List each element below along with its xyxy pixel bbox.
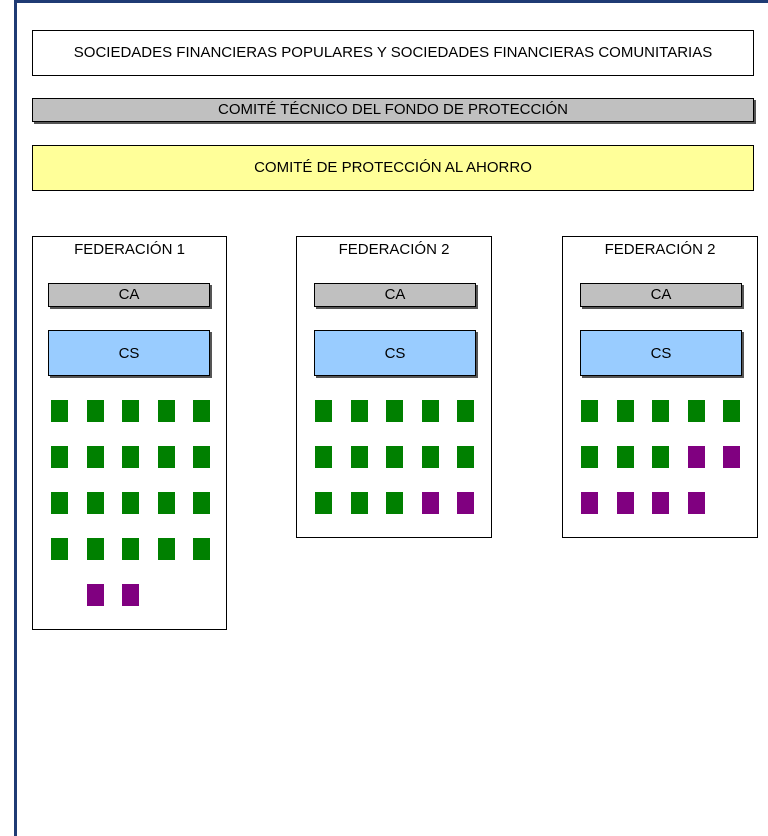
cs-label: CS	[118, 344, 140, 362]
protection-committee-box	[32, 145, 754, 191]
green-member-square	[193, 492, 210, 514]
green-member-square	[315, 446, 332, 468]
green-member-square	[652, 400, 669, 422]
green-member-square	[688, 400, 705, 422]
cs-box	[48, 330, 210, 376]
cs-label: CS	[650, 344, 672, 362]
main-title-box	[32, 30, 754, 76]
green-member-square	[193, 400, 210, 422]
green-member-square	[422, 446, 439, 468]
green-member-square	[122, 538, 139, 560]
federation-title: FEDERACIÓN 2	[604, 241, 716, 258]
cs-label: CS	[384, 344, 406, 362]
main-title: SOCIEDADES FINANCIERAS POPULARES Y SOCIEDADES FINANCIERAS COMUNITARIAS	[73, 44, 713, 61]
green-member-square	[158, 446, 175, 468]
green-member-square	[158, 538, 175, 560]
green-member-square	[158, 400, 175, 422]
green-member-square	[51, 492, 68, 514]
purple-member-square	[652, 492, 669, 514]
green-member-square	[158, 492, 175, 514]
green-member-square	[193, 446, 210, 468]
federation-2-box	[296, 236, 492, 538]
green-member-square	[652, 446, 669, 468]
purple-member-square	[87, 584, 104, 606]
green-member-square	[315, 400, 332, 422]
green-member-square	[386, 492, 403, 514]
green-member-square	[617, 446, 634, 468]
purple-member-square	[122, 584, 139, 606]
green-member-square	[122, 446, 139, 468]
ca-label: CA	[384, 286, 406, 303]
cs-box	[580, 330, 742, 376]
technical-committee-label: COMITÉ TÉCNICO DEL FONDO DE PROTECCIÓN	[217, 101, 569, 118]
ca-box	[580, 283, 742, 307]
green-member-square	[51, 538, 68, 560]
green-member-square	[351, 400, 368, 422]
green-member-square	[122, 492, 139, 514]
purple-member-square	[457, 492, 474, 514]
technical-committee-box	[32, 98, 754, 122]
federation-title: FEDERACIÓN 2	[338, 241, 450, 258]
purple-member-square	[422, 492, 439, 514]
green-member-square	[581, 446, 598, 468]
ca-label: CA	[118, 286, 140, 303]
purple-member-square	[723, 446, 740, 468]
purple-member-square	[617, 492, 634, 514]
green-member-square	[386, 400, 403, 422]
purple-member-square	[581, 492, 598, 514]
federation-1-box	[32, 236, 227, 630]
protection-committee-label: COMITÉ DE PROTECCIÓN AL AHORRO	[254, 159, 532, 176]
purple-member-square	[688, 446, 705, 468]
green-member-square	[351, 492, 368, 514]
green-member-square	[51, 446, 68, 468]
green-member-square	[122, 400, 139, 422]
green-member-square	[87, 446, 104, 468]
green-member-square	[87, 400, 104, 422]
green-member-square	[581, 400, 598, 422]
federation-3-box	[562, 236, 758, 538]
green-member-square	[422, 400, 439, 422]
federation-title: FEDERACIÓN 1	[74, 241, 185, 258]
ca-box	[314, 283, 476, 307]
purple-member-square	[688, 492, 705, 514]
cs-box	[314, 330, 476, 376]
ca-label: CA	[650, 286, 672, 303]
green-member-square	[51, 400, 68, 422]
green-member-square	[457, 446, 474, 468]
green-member-square	[87, 492, 104, 514]
green-member-square	[617, 400, 634, 422]
ca-box	[48, 283, 210, 307]
green-member-square	[723, 400, 740, 422]
green-member-square	[386, 446, 403, 468]
green-member-square	[457, 400, 474, 422]
green-member-square	[193, 538, 210, 560]
green-member-square	[351, 446, 368, 468]
green-member-square	[87, 538, 104, 560]
green-member-square	[315, 492, 332, 514]
